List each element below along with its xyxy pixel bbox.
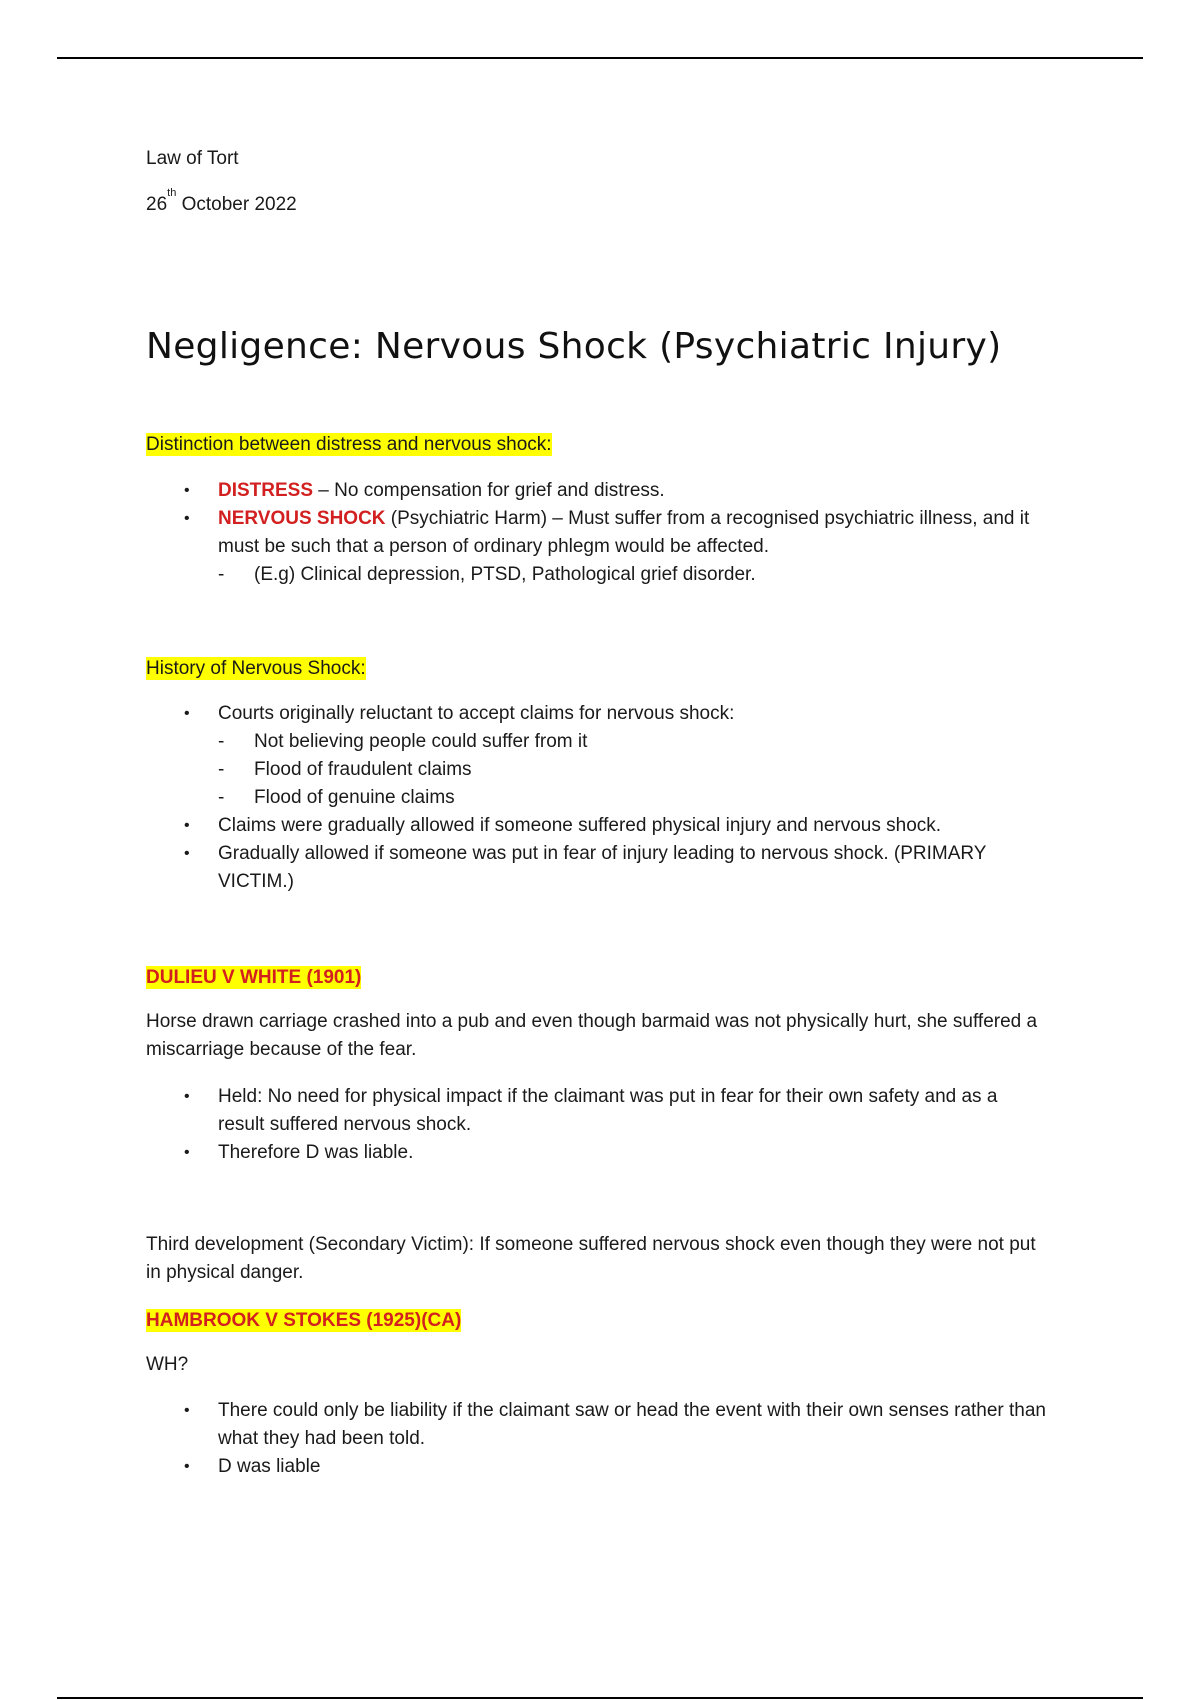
distinction-heading-text: Distinction between distress and nervous shock:	[146, 434, 552, 455]
list-item	[146, 1083, 1046, 1139]
bullet-icon: •	[184, 845, 190, 862]
nervous-shock-text: (Psychiatric Harm) – Must suffer from a recognised psychiatric illness, and it must be such that a person of ordinary phlegm would be affected.	[218, 508, 1030, 557]
bullet-icon: •	[184, 1458, 190, 1475]
sub-item-text: Flood of fraudulent claims	[254, 759, 472, 780]
list-item	[218, 784, 1046, 812]
sub-item-text: Not believing people could suffer from it	[254, 731, 588, 752]
dash-icon: -	[218, 731, 225, 752]
history-heading	[146, 655, 366, 683]
list-item	[218, 561, 1046, 589]
document-title: Negligence: Nervous Shock (Psychiatric Injury)	[146, 326, 1002, 367]
dulieu-list	[146, 1083, 1046, 1167]
hambrook-bullet-text: D was liable	[218, 1456, 321, 1477]
dulieu-heading-text: DULIEU V WHITE (1901)	[146, 967, 362, 988]
dulieu-bullet-text: Held: No need for physical impact if the claimant was put in fear for their own safety and as a result suffered nervous shock.	[218, 1086, 998, 1135]
subject-line	[146, 145, 239, 173]
list-item	[146, 477, 1046, 505]
distress-term: DISTRESS	[218, 480, 314, 501]
bullet-icon: •	[184, 1402, 190, 1419]
hambrook-bullet-text: There could only be liability if the claimant saw or head the event with their own senses rather than what they had been told.	[218, 1400, 1047, 1449]
list-item	[146, 505, 1046, 589]
hambrook-heading-text: HAMBROOK V STOKES (1925)(CA)	[146, 1310, 462, 1331]
date-rest: October 2022	[176, 194, 297, 215]
distress-text: – No compensation for grief and distress.	[313, 480, 665, 501]
hambrook-list	[146, 1397, 1046, 1481]
sub-item-text: (E.g) Clinical depression, PTSD, Pathological grief disorder.	[254, 564, 756, 585]
dulieu-bullet-text: Therefore D was liable.	[218, 1142, 414, 1163]
bottom-border-rule	[57, 1697, 1143, 1699]
dash-icon: -	[218, 564, 225, 585]
dash-icon: -	[218, 787, 225, 808]
list-item	[218, 728, 1046, 756]
date-line	[146, 186, 297, 219]
list-item	[146, 1397, 1046, 1453]
nervous-shock-term: NERVOUS SHOCK	[218, 508, 386, 529]
bullet-icon: •	[184, 705, 190, 722]
history-sublist	[218, 728, 1046, 812]
history-bullet-text: Claims were gradually allowed if someone suffered physical injury and nervous shock.	[218, 815, 942, 836]
bullet-icon: •	[184, 482, 190, 499]
bullet-icon: •	[184, 817, 190, 834]
third-development: Third development (Secondary Victim): If someone suffered nervous shock even though they were not put in physical danger.	[146, 1234, 1036, 1283]
subject-text: Law of Tort	[146, 148, 239, 169]
date-suffix: th	[167, 186, 177, 199]
bullet-icon: •	[184, 510, 190, 527]
dash-icon: -	[218, 759, 225, 780]
top-border-rule	[57, 57, 1143, 59]
bullet-icon: •	[184, 1144, 190, 1161]
dulieu-heading	[146, 964, 361, 992]
date-day: 26	[146, 194, 168, 215]
list-item	[146, 812, 1046, 840]
list-item	[218, 756, 1046, 784]
history-list	[146, 700, 1046, 896]
history-bullet-text: Courts originally reluctant to accept claims for nervous shock:	[218, 703, 735, 724]
list-item	[146, 700, 1046, 812]
hambrook-heading	[146, 1307, 461, 1335]
sub-item-text: Flood of genuine claims	[254, 787, 455, 808]
history-heading-text: History of Nervous Shock:	[146, 658, 366, 679]
hambrook-facts: WH?	[146, 1354, 189, 1375]
distinction-sublist	[218, 561, 1046, 589]
list-item	[146, 840, 1046, 896]
distinction-list	[146, 477, 1046, 589]
history-bullet-text: Gradually allowed if someone was put in fear of injury leading to nervous shock. (PRIMARY VICTIM.)	[218, 843, 987, 892]
dulieu-facts: Horse drawn carriage crashed into a pub and even though barmaid was not physically hurt, she suffered a miscarriage because of the fear.	[146, 1011, 1038, 1060]
list-item	[146, 1453, 1046, 1481]
bullet-icon: •	[184, 1088, 190, 1105]
distinction-heading	[146, 431, 552, 459]
list-item	[146, 1139, 1046, 1167]
